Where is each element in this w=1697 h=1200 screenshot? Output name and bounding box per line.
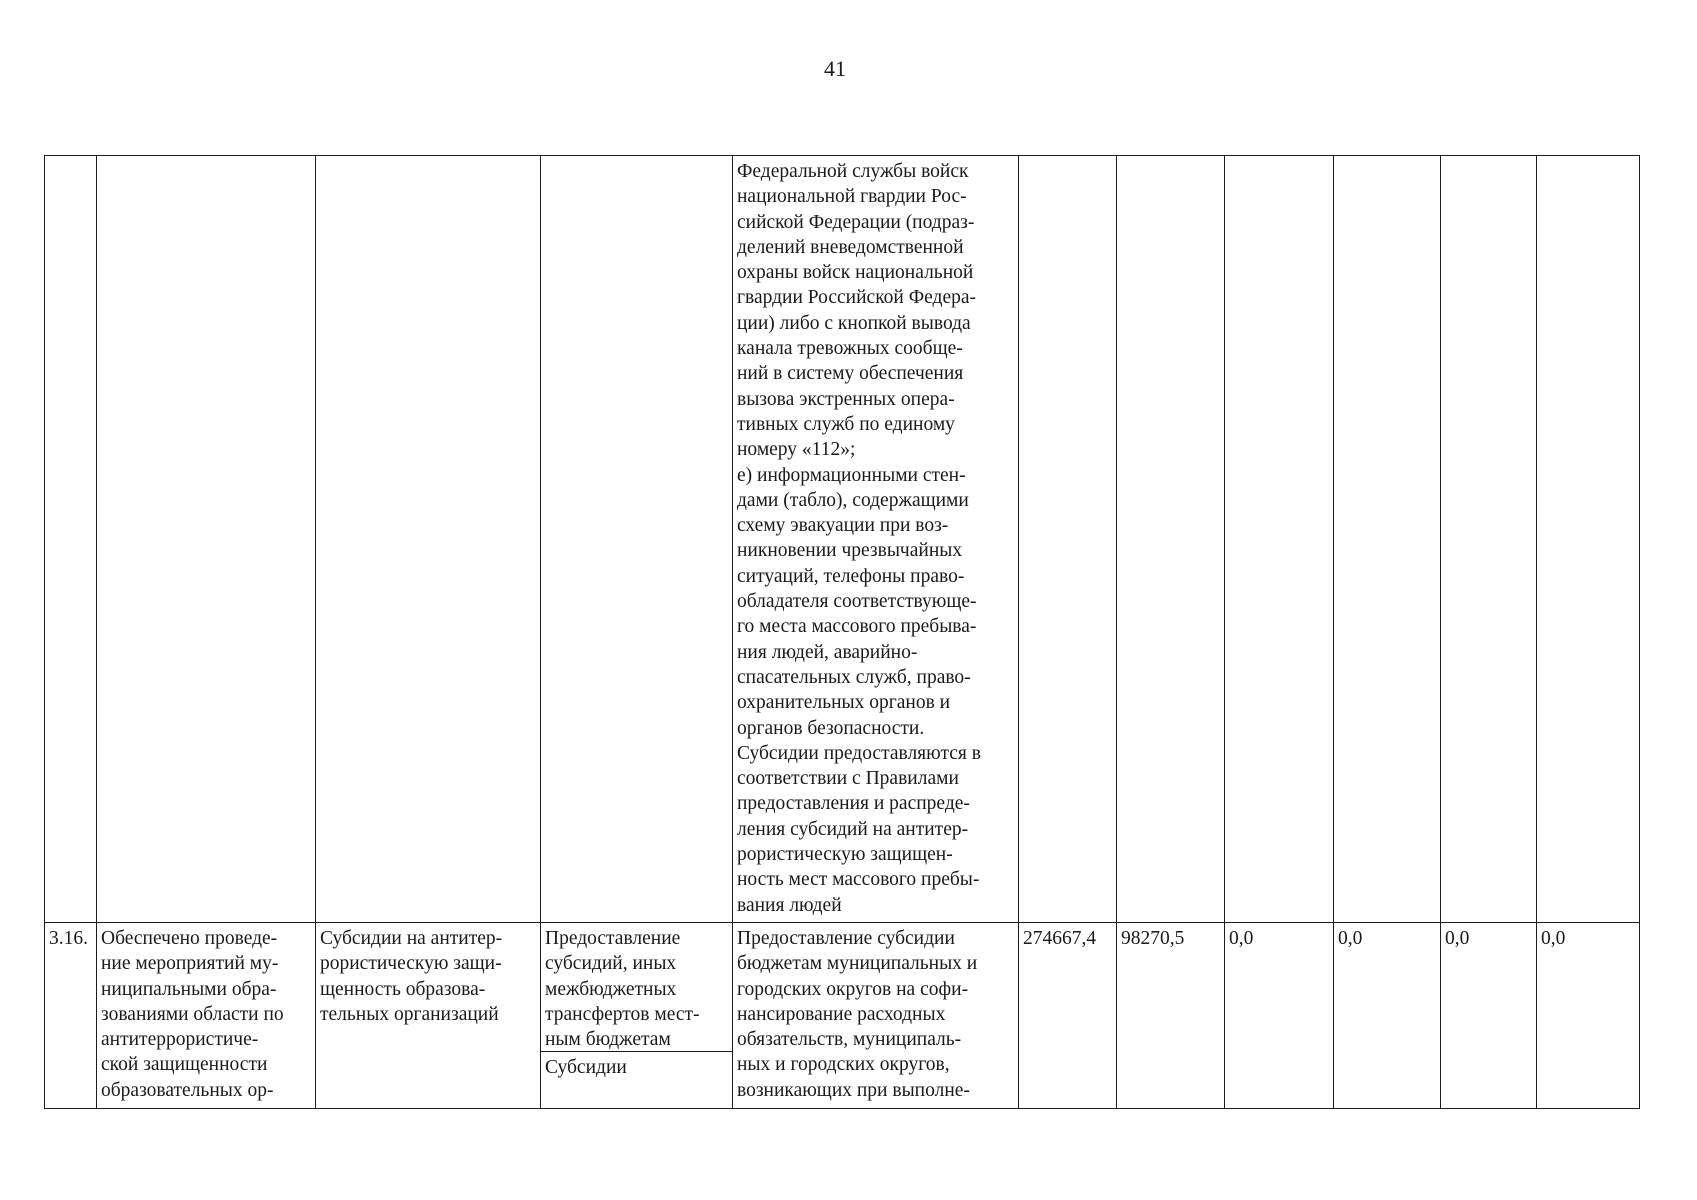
result-line: антитеррористиче- <box>101 1029 259 1051</box>
description-line: вызова экстренных опера- <box>737 388 955 410</box>
description-line: никновении чрезвычайных <box>737 540 963 562</box>
cell-description <box>733 923 1019 1109</box>
cell-mechanism <box>541 923 733 1109</box>
name-line: Субсидии на антитер- <box>320 928 503 949</box>
cell-name <box>316 923 541 1109</box>
table-row-3-16 <box>45 923 1640 1109</box>
cell-number <box>45 156 97 923</box>
description-line: ных и городских округов, <box>737 1054 950 1076</box>
description-line: возникающих при выполне- <box>737 1079 970 1101</box>
result-line: ниципальными обра- <box>101 978 277 1000</box>
description-line: ний в систему обеспечения <box>737 363 964 385</box>
description-line: спасательных служб, право- <box>737 666 971 688</box>
name-line: щенность образова- <box>320 978 486 1000</box>
description-line: ния людей, аварийно- <box>737 641 918 663</box>
description-line: городских округов на софи- <box>737 978 969 1000</box>
mechanism-line: субсидий, иных <box>545 953 677 975</box>
description-line: охраны войск национальной <box>737 262 974 284</box>
description-line: охранительных органов и <box>737 692 951 714</box>
mechanism-description <box>541 923 732 1052</box>
cell-value: 0,0 <box>1441 923 1537 1109</box>
description-line: вания людей <box>737 894 842 916</box>
description-line: Федеральной службы войск <box>737 161 969 182</box>
description-line: органов безопасности. <box>737 717 925 739</box>
cell-value: 0,0 <box>1334 923 1441 1109</box>
cell-value <box>1117 156 1225 923</box>
cell-mechanism <box>541 156 733 923</box>
cell-value <box>1334 156 1441 923</box>
mechanism-type: Субсидии <box>545 1057 627 1078</box>
cell-value <box>1441 156 1537 923</box>
description-line: е) информационными стен- <box>737 464 966 486</box>
cell-value <box>1225 156 1334 923</box>
description-line: дами (табло), содержащими <box>737 489 969 511</box>
description-line: ность мест массового пребы- <box>737 869 980 891</box>
mechanism-line: межбюджетных <box>545 978 677 1000</box>
description-line: Предоставление субсидии <box>737 928 955 949</box>
mechanism-line: трансфертов мест- <box>545 1003 700 1025</box>
description-line: канала тревожных сообще- <box>737 338 963 360</box>
description-line: номеру «112»; <box>737 439 856 461</box>
mechanism-line: Предоставление <box>545 928 681 949</box>
cell-value <box>1019 156 1117 923</box>
description-line: го места массового пребыва- <box>737 616 977 638</box>
description-line: предоставления и распреде- <box>737 793 970 815</box>
description-line: рористическую защищен- <box>737 844 953 866</box>
cell-result <box>97 156 316 923</box>
description-line: национальной гвардии Рос- <box>737 186 967 208</box>
description-line: обязательств, муниципаль- <box>737 1029 962 1051</box>
description-line: сийской Федерации (подраз- <box>737 211 975 233</box>
description-line: схему эвакуации при воз- <box>737 515 949 537</box>
description-line: ситуаций, телефоны право- <box>737 565 965 587</box>
description-line: Субсидии предоставляются в <box>737 742 981 764</box>
description-line: тивных служб по единому <box>737 413 955 435</box>
name-line: тельных организаций <box>320 1003 499 1025</box>
description-line: делений вневедомственной <box>737 236 964 258</box>
cell-value <box>1537 156 1640 923</box>
cell-value: 0,0 <box>1537 923 1640 1109</box>
cell-description <box>733 156 1019 923</box>
description-line: соответствии с Правилами <box>737 768 959 790</box>
cell-result <box>97 923 316 1109</box>
table-row-continuation <box>45 156 1640 923</box>
description-line: гвардии Российской Федера- <box>737 287 977 309</box>
mechanism-line: ным бюджетам <box>545 1029 671 1051</box>
result-line: ние мероприятий му- <box>101 953 279 975</box>
result-line: образовательных ор- <box>101 1079 274 1101</box>
cell-number: 3.16. <box>45 923 97 1109</box>
description-line: обладателя соответствующе- <box>737 591 977 613</box>
description-line: нансирование расходных <box>737 1003 946 1025</box>
name-line: рористическую защи- <box>320 953 502 975</box>
description-line: ления субсидий на антитер- <box>737 818 969 840</box>
result-line: Обеспечено проведе- <box>101 928 278 949</box>
description-line: ции) либо с кнопкой вывода <box>737 312 971 334</box>
cell-value: 0,0 <box>1225 923 1334 1109</box>
cell-name <box>316 156 541 923</box>
cell-value-total: 274667,4 <box>1019 923 1117 1109</box>
page-number: 41 <box>824 56 846 81</box>
program-table <box>44 155 1640 1109</box>
result-line: зованиями области по <box>101 1003 284 1025</box>
cell-value: 98270,5 <box>1117 923 1225 1109</box>
description-line: бюджетам муниципальных и <box>737 953 978 975</box>
result-line: ской защищенности <box>101 1054 268 1076</box>
